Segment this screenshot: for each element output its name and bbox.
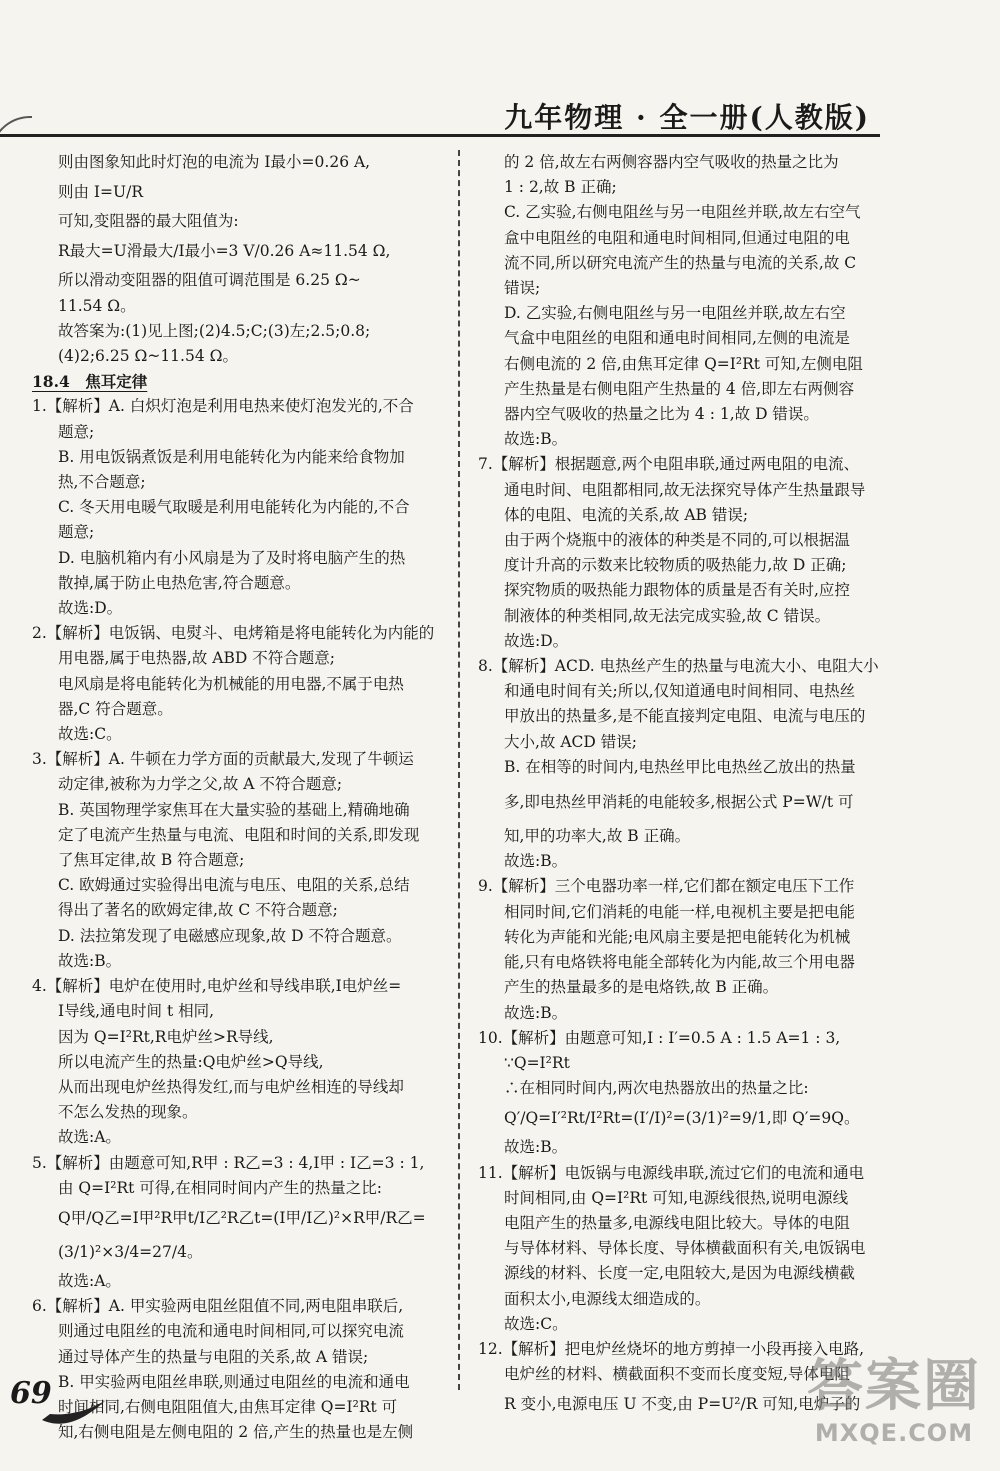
- text-line: 知,右侧电阻是左侧电阻的 2 倍,产生的热量也是左侧: [58, 1423, 414, 1442]
- page-header: [0, 96, 1000, 136]
- text-line: 器,C 符合题意。: [58, 699, 173, 718]
- text-line: 通过导体产生的热量与电阻的关系,故 A 错误;: [58, 1347, 369, 1366]
- text-line: 用电器,属于电热器,故 ABD 不符合题意;: [58, 649, 335, 668]
- text-line: 了焦耳定律,故 B 符合题意;: [58, 851, 245, 870]
- text-line: C. 冬天用电暖气取暖是利用电能转化为内能的,不合: [58, 498, 410, 517]
- text-line: R最大=U滑最大/I最小=3 V/0.26 A≈11.54 Ω,: [58, 242, 391, 261]
- header-rule: [0, 134, 880, 137]
- text-line: 9.【解析】三个电器功率一样,它们都在额定电压下工作: [478, 877, 855, 896]
- text-line: 定了电流产生热量与电流、电阻和时间的关系,即发现: [58, 825, 420, 844]
- text-line: 能,只有电烙铁将电能全部转化为内能,故三个用电器: [504, 953, 855, 972]
- text-line: 和通电时间有关;所以,仅知道通电时间相同、电热丝: [504, 682, 856, 701]
- text-line: ∵Q=I²Rt: [504, 1053, 570, 1072]
- text-line: 由 Q=I²Rt 可得,在相同时间内产生的热量之比:: [58, 1178, 382, 1197]
- text-line: 则由图象知此时灯泡的电流为 I最小=0.26 A,: [58, 153, 371, 171]
- text-line: D. 电脑机箱内有小风扇是为了及时将电脑产生的热: [58, 548, 406, 567]
- text-line: 12.【解析】把电炉丝烧坏的地方剪掉一小段再接入电路,: [478, 1339, 865, 1358]
- text-line: 体的电阻、电流的关系,故 AB 错误;: [504, 505, 749, 524]
- text-line: 1.【解析】A. 白炽灯泡是利用电热来使灯泡发光的,不合: [32, 397, 414, 416]
- page-number: 69: [10, 1376, 52, 1411]
- text-line: 3.【解析】A. 牛顿在力学方面的贡献最大,发现了牛顿运: [32, 750, 414, 769]
- text-line: 由于两个烧瓶中的液体的种类是不同的,可以根据温: [504, 531, 850, 550]
- text-line: D. 法拉第发现了电磁感应现象,故 D 不符合题意。: [58, 926, 402, 945]
- text-line: 则由 I=U/R: [58, 183, 143, 202]
- text-line: 面积太小,电源线太细造成的。: [504, 1289, 711, 1308]
- watermark: [794, 1355, 994, 1465]
- text-line: 8.【解析】ACD. 电热丝产生的热量与电流大小、电阻大小: [478, 657, 879, 676]
- text-line: 通电时间、电阻都相同,故无法探究导体产生热量跟导: [504, 480, 866, 499]
- text-line: 散掉,属于防止电热危害,符合题意。: [58, 573, 301, 592]
- text-line: 产生的热量最多的是电烙铁,故 B 正确。: [504, 978, 779, 997]
- text-line: 2.【解析】电饭锅、电熨斗、电烤箱是将电能转化为内能的: [32, 624, 435, 643]
- text-line: 故选:A。: [58, 1271, 121, 1290]
- text-line: 制液体的种类相同,故无法完成实验,故 C 错误。: [504, 606, 831, 625]
- text-line: B. 用电饭锅煮饭是利用电能转化为内能来给食物加: [58, 447, 405, 466]
- text-line: 6.【解析】A. 甲实验两电阻丝阻值不同,两电阻串联后,: [32, 1297, 404, 1316]
- text-line: 18.4 焦耳定律: [32, 372, 148, 392]
- text-line: 故选:D。: [58, 599, 123, 618]
- text-line: C. 欧姆通过实验得出电流与电压、电阻的关系,总结: [58, 876, 410, 895]
- text-line: 7.【解析】根据题意,两个电阻串联,通过两电阻的电流、: [478, 455, 860, 474]
- text-line: 所以电流产生的热量:Q电炉丝>Q导线,: [58, 1052, 324, 1071]
- text-line: 故选:B。: [504, 430, 568, 449]
- text-line: 度计升高的示数来比较物质的吸热能力,故 D 正确;: [504, 556, 847, 575]
- text-line: 电阻产生的热量多,电源线电阻比较大。导体的电阻: [504, 1213, 850, 1232]
- text-line: 不怎么发热的现象。: [58, 1103, 198, 1122]
- leaf-icon: [40, 1390, 110, 1430]
- text-line: 从而出现电炉丝热得发红,而与电炉丝相连的导线却: [58, 1077, 404, 1096]
- text-line: 10.【解析】由题意可知,I : I′=0.5 A : 1.5 A=1 : 3,: [478, 1028, 841, 1047]
- text-line: 电风扇是将电能转化为机械能的用电器,不属于电热: [58, 674, 404, 693]
- text-line: 故选:B。: [504, 1003, 568, 1022]
- text-line: 得出了著名的欧姆定律,故 C 不符合题意;: [58, 901, 338, 920]
- decorative-swirl: [0, 116, 32, 198]
- text-line: 故选:D。: [504, 631, 569, 650]
- text-line: 探究物质的吸热能力跟物体的质量是否有关时,应控: [504, 581, 850, 600]
- text-line: 时间相同,右侧电阻阻值大,由焦耳定律 Q=I²Rt 可: [58, 1397, 398, 1416]
- text-line: 相同时间,它们消耗的电能一样,电视机主要是把电能: [504, 902, 855, 921]
- text-line: 则通过电阻丝的电流和通电时间相同,可以探究电流: [58, 1322, 404, 1341]
- text-line: R 变小,电源电压 U 不变,由 P=U²/R 可知,电炉子的: [504, 1395, 861, 1414]
- text-line: 甲放出的热量多,是不能直接判定电阻、电流与电压的: [504, 707, 866, 726]
- text-line: Q甲/Q乙=I甲²R甲t/I乙²R乙t=(I甲/I乙)²×R甲/R乙=(3/1)²×3/4=27/4。: [58, 1208, 426, 1261]
- text-line: 右侧电流的 2 倍,由焦耳定律 Q=I²Rt 可知,左侧电阻: [504, 354, 863, 373]
- text-line: 11.54 Ω。: [58, 296, 136, 315]
- text-line: C. 乙实验,右侧电阻丝与另一电阻丝并联,故左右空气: [504, 203, 861, 222]
- text-line: 源线的材料、长度一定,电阻较大,是因为电源线横截: [504, 1264, 855, 1283]
- text-line: B. 甲实验两电阻丝串联,则通过电阻丝的电流和通电: [58, 1372, 410, 1391]
- left-column: [32, 150, 444, 1445]
- text-line: 产生热量是右侧电阻产生热量的 4 倍,即左右两侧容: [504, 379, 855, 398]
- text-line: 题意;: [58, 422, 95, 441]
- text-line: 故选:A。: [58, 1128, 121, 1147]
- text-line: 故选:C。: [504, 1314, 568, 1333]
- watermark-text: 答案圈: [807, 1354, 981, 1419]
- text-line: 11.【解析】电饭锅与电源线串联,流过它们的电流和通电: [478, 1163, 865, 1182]
- text-line: 可知,变阻器的最大阻值为:: [58, 212, 239, 231]
- text-line: (4)2;6.25 Ω~11.54 Ω。: [58, 347, 238, 366]
- text-line: 故选:B。: [58, 951, 122, 970]
- text-line: 所以滑动变阻器的阻值可调范围是 6.25 Ω~: [58, 271, 361, 290]
- text-line: B. 在相等的时间内,电热丝甲比电热丝乙放出的热量: [504, 757, 856, 776]
- text-line: 气盒中电阻丝的电阻和通电时间相同,左侧的电流是: [504, 329, 850, 348]
- text-line: Q′/Q=I′²Rt/I²Rt=(I′/I)²=(3/1)²=9/1,即 Q′=9Q。: [504, 1109, 860, 1128]
- text-line: 转化为声能和光能;电风扇主要是把电能转化为机械: [504, 927, 851, 946]
- text-line: 多,即电热丝甲消耗的电能较多,根据公式 P=W/t 可: [504, 793, 854, 812]
- text-line: 器内空气吸收的热量之比为 4 : 1,故 D 错误。: [504, 405, 819, 424]
- text-line: 热,不合题意;: [58, 473, 146, 492]
- text-line: 1 : 2,故 B 正确;: [504, 178, 617, 197]
- text-line: 4.【解析】电炉在使用时,电炉丝和导线串联,I电炉丝=: [32, 977, 402, 996]
- text-line: B. 英国物理学家焦耳在大量实验的基础上,精确地确: [58, 800, 410, 819]
- text-line: 时间相同,由 Q=I²Rt 可知,电源线很热,说明电源线: [504, 1188, 849, 1207]
- text-line: 题意;: [58, 523, 95, 542]
- text-line: 故选:B。: [504, 1138, 568, 1157]
- text-line: 流不同,所以研究电流产生的热量与电流的关系,故 C: [504, 253, 857, 272]
- text-line: 动定律,被称为力学之父,故 A 不符合题意;: [58, 775, 343, 794]
- text-line: 故选:C。: [58, 725, 122, 744]
- text-line: 错误;: [504, 279, 541, 298]
- text-line: 知,甲的功率大,故 B 正确。: [504, 827, 691, 846]
- right-column: [478, 150, 880, 1421]
- text-line: 的 2 倍,故左右两侧容器内空气吸收的热量之比为: [504, 153, 839, 171]
- watermark-url: MXQE.COM: [814, 1419, 974, 1447]
- text-line: 盒中电阻丝的电阻和通电时间相同,但通过电阻的电: [504, 228, 850, 247]
- column-divider: [458, 150, 460, 1390]
- text-line: I导线,通电时间 t 相同,: [58, 1002, 215, 1021]
- text-line: D. 乙实验,右侧电阻丝与另一电阻丝并联,故左右空: [504, 304, 846, 323]
- text-line: 因为 Q=I²Rt,R电炉丝>R导线,: [58, 1027, 274, 1046]
- page-title: 九年物理 · 全一册(人教版): [504, 101, 870, 134]
- text-line: 5.【解析】由题意可知,R甲 : R乙=3 : 4,I甲 : I乙=3 : 1,: [32, 1153, 425, 1172]
- text-line: 故答案为:(1)见上图;(2)4.5;C;(3)左;2.5;0.8;: [58, 321, 371, 340]
- text-line: ∴在相同时间内,两次电热器放出的热量之比:: [504, 1079, 809, 1098]
- text-line: 大小,故 ACD 错误;: [504, 732, 637, 751]
- text-line: 与导体材料、导体长度、导体横截面积有关,电饭锅电: [504, 1239, 866, 1258]
- text-line: 电炉丝的材料、横截面积不变而长度变短,导体电阻: [504, 1365, 850, 1384]
- text-line: 故选:B。: [504, 852, 568, 871]
